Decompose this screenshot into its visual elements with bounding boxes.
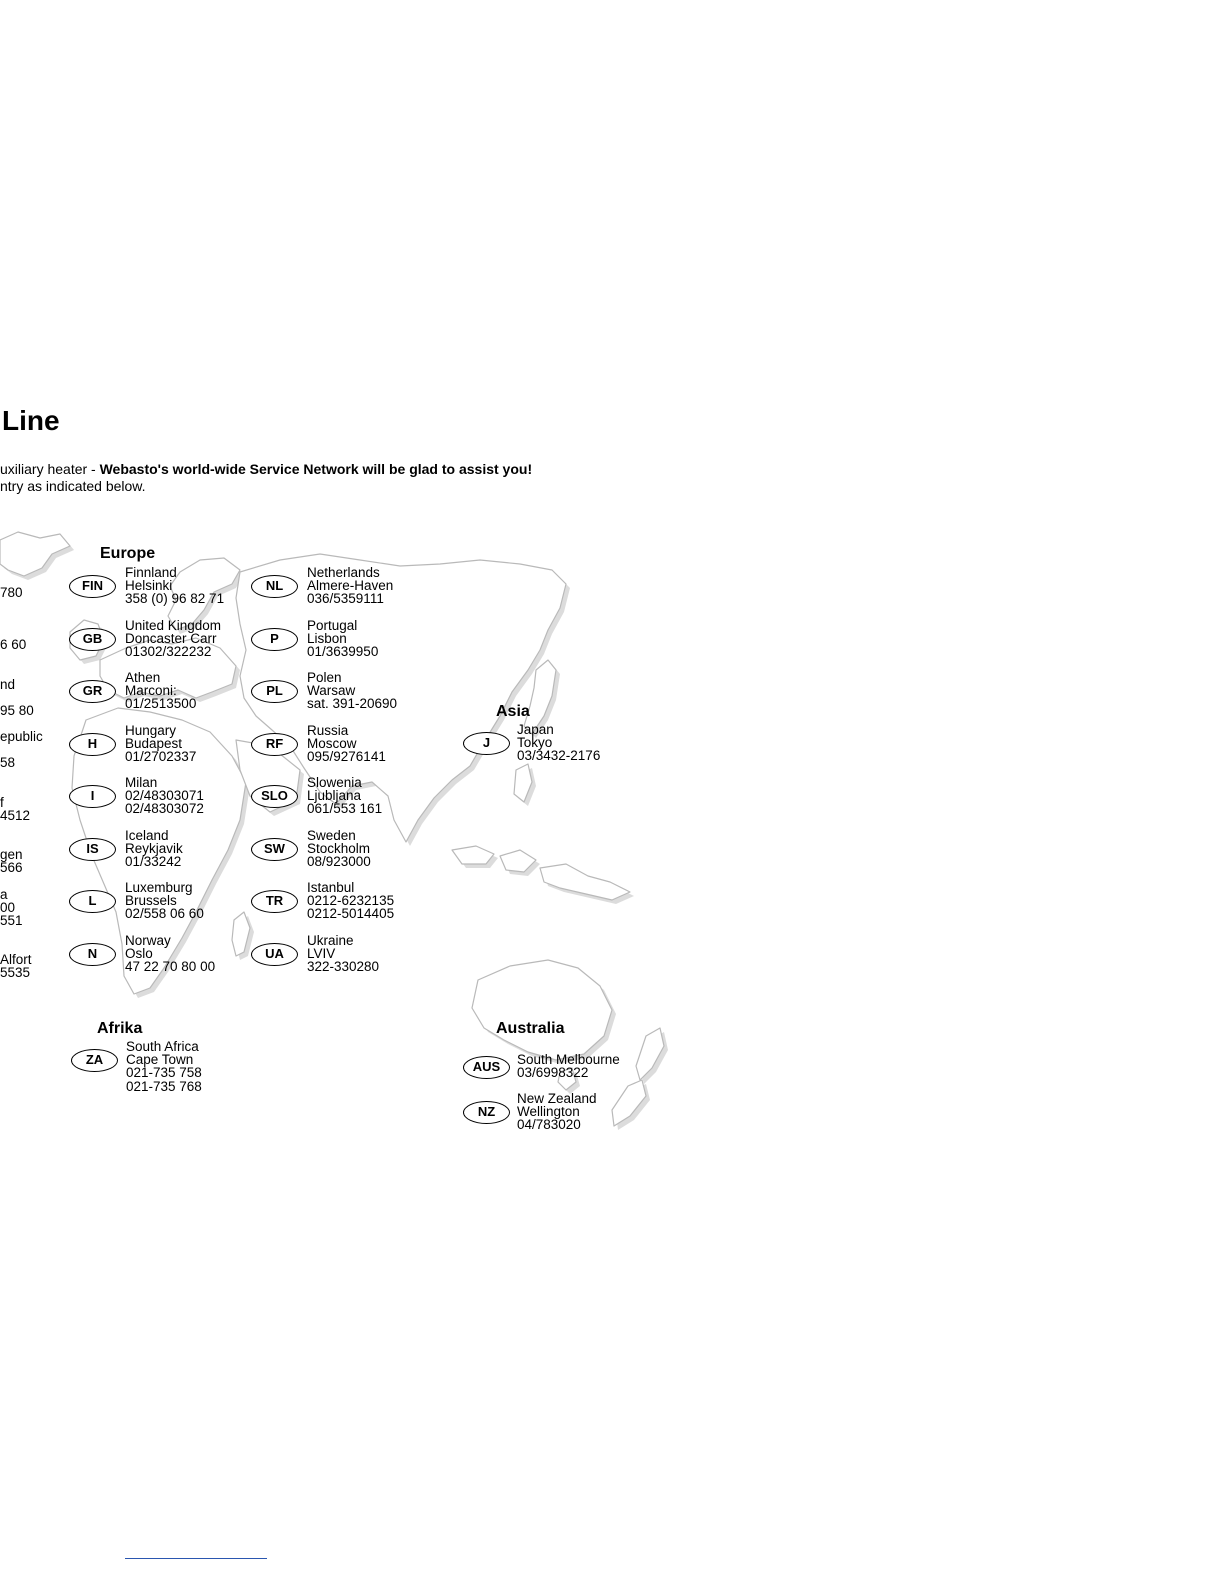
contact-line: 01302/322232 bbox=[125, 643, 212, 659]
contact-entry-n bbox=[125, 934, 215, 974]
country-code-badge-p: P bbox=[251, 628, 298, 651]
contact-entry-fin bbox=[125, 566, 224, 606]
contact-entry-gb bbox=[125, 619, 221, 659]
left-fragment bbox=[0, 940, 32, 980]
country-code-badge-rf: RF bbox=[251, 733, 298, 756]
region-australia-heading: Australia bbox=[496, 1020, 565, 1037]
contact-entry-za bbox=[126, 1040, 202, 1093]
contact-line: Brussels bbox=[125, 893, 177, 909]
left-fragment-line: Alfort bbox=[0, 952, 32, 968]
contact-line: 02/48303071 bbox=[125, 788, 204, 804]
contact-entry-i bbox=[125, 776, 204, 816]
contact-line: Moscow bbox=[307, 735, 357, 751]
left-fragment-line: a bbox=[0, 887, 8, 902]
contact-line: 02/558 06 60 bbox=[125, 906, 204, 922]
contact-entry-ua bbox=[307, 934, 379, 974]
left-fragment-line: 551 bbox=[0, 913, 23, 929]
intro-line-1-plain: uxiliary heater - bbox=[0, 461, 100, 477]
contact-line: South Africa bbox=[126, 1039, 199, 1054]
contact-line: New Zealand bbox=[517, 1091, 597, 1106]
contact-line: Budapest bbox=[125, 735, 183, 751]
country-code-badge-nz: NZ bbox=[463, 1101, 510, 1124]
contact-line: Oslo bbox=[125, 945, 153, 961]
country-code-badge-n: N bbox=[69, 943, 116, 966]
contact-line: Stockholm bbox=[307, 840, 371, 856]
region-asia-heading: Asia bbox=[496, 703, 530, 720]
contact-line: Japan bbox=[517, 722, 554, 737]
contact-line: Doncaster Carr bbox=[125, 630, 217, 646]
intro-line-1 bbox=[0, 461, 532, 478]
contact-line: Wellington bbox=[517, 1104, 580, 1120]
left-fragment-line: epublic bbox=[0, 729, 43, 744]
contact-line: Athen bbox=[125, 670, 161, 685]
contact-line: Hungary bbox=[125, 722, 177, 738]
left-fragment-line: 780 bbox=[0, 585, 23, 601]
contact-entry-p bbox=[307, 619, 378, 659]
map-landmass-indonesia-1 bbox=[452, 846, 494, 864]
intro-line-1-bold: Webasto's world-wide Service Network will be glad to assist you! bbox=[99, 461, 533, 477]
left-fragment-line bbox=[0, 783, 30, 796]
contact-line: 47 22 70 80 00 bbox=[125, 958, 216, 974]
left-fragment-line: 6 60 bbox=[0, 637, 27, 653]
contact-line: Warsaw bbox=[307, 683, 356, 699]
intro-line-2: ntry as indicated below. bbox=[0, 478, 146, 494]
country-code-badge-tr: TR bbox=[251, 890, 298, 913]
contact-line: 01/3639950 bbox=[307, 643, 379, 659]
contact-line: Milan bbox=[125, 775, 158, 790]
contact-line: 021-735 758 bbox=[126, 1065, 202, 1081]
contact-line: 061/553 161 bbox=[307, 801, 383, 817]
contact-line: Ukraine bbox=[307, 932, 354, 948]
left-fragment bbox=[0, 730, 43, 770]
contact-line: Russia bbox=[307, 722, 349, 738]
country-code-badge-gr: GR bbox=[69, 680, 116, 703]
contact-line: Lisbon bbox=[307, 630, 347, 646]
contact-line: Slowenia bbox=[307, 775, 362, 790]
country-code-badge-gb: GB bbox=[69, 628, 116, 651]
country-code-badge-sw: SW bbox=[251, 838, 298, 861]
contact-line: 03/6998322 bbox=[517, 1065, 589, 1081]
contact-line: Portugal bbox=[307, 617, 358, 633]
contact-line: Cape Town bbox=[126, 1052, 194, 1068]
contact-entry-l bbox=[125, 881, 204, 921]
contact-line: sat. 391-20690 bbox=[307, 696, 398, 712]
contact-line: Ljubljana bbox=[307, 788, 362, 804]
left-fragment bbox=[0, 888, 23, 928]
page-title: Line bbox=[2, 405, 60, 436]
left-fragment-line: gen bbox=[0, 847, 23, 863]
contact-entry-is bbox=[125, 829, 183, 869]
country-code-badge-i: I bbox=[69, 785, 116, 808]
contact-line: Istanbul bbox=[307, 880, 355, 895]
contact-line: Norway bbox=[125, 932, 171, 948]
contact-line: Polen bbox=[307, 670, 342, 685]
contact-line: 01/2702337 bbox=[125, 748, 197, 764]
country-code-badge-fin: FIN bbox=[69, 575, 116, 598]
contact-entry-nl bbox=[307, 566, 393, 606]
contact-entry-h bbox=[125, 724, 196, 764]
contact-line: 01/33242 bbox=[125, 853, 182, 869]
left-fragment-line: 5535 bbox=[0, 965, 31, 981]
region-afrika-heading: Afrika bbox=[97, 1020, 143, 1037]
contact-line: 322-330280 bbox=[307, 958, 380, 974]
contact-line: LVIV bbox=[307, 945, 336, 961]
left-fragment bbox=[0, 678, 34, 718]
contact-line: Sweden bbox=[307, 827, 356, 843]
left-fragment-line: 566 bbox=[0, 860, 23, 876]
left-fragment-line: 58 bbox=[0, 755, 16, 771]
left-fragment-line: 4512 bbox=[0, 808, 31, 824]
contact-entry-aus bbox=[517, 1053, 620, 1079]
left-fragment-line: 00 bbox=[0, 900, 16, 916]
contact-line: 0212-5014405 bbox=[307, 906, 395, 922]
contact-entry-sw bbox=[307, 829, 371, 869]
contact-line: 036/5359111 bbox=[307, 591, 384, 607]
contact-entry-rf bbox=[307, 724, 386, 764]
country-code-badge-ua: UA bbox=[251, 943, 298, 966]
country-code-badge-h: H bbox=[69, 733, 116, 756]
left-fragment bbox=[0, 573, 23, 599]
contact-line: 03/3432-2176 bbox=[517, 748, 601, 764]
contact-line: 08/923000 bbox=[307, 853, 371, 869]
map-landmass-australia bbox=[472, 960, 612, 1060]
country-code-badge-is: IS bbox=[69, 838, 116, 861]
country-code-badge-za: ZA bbox=[71, 1049, 118, 1072]
contact-line: 021-735 768 bbox=[126, 1078, 202, 1094]
left-fragment bbox=[0, 835, 23, 875]
contact-entry-pl bbox=[307, 671, 397, 711]
country-code-badge-pl: PL bbox=[251, 680, 298, 703]
contact-line: Helsinki bbox=[125, 578, 173, 594]
contact-line: United Kingdom bbox=[125, 617, 222, 633]
country-code-badge-slo: SLO bbox=[251, 785, 298, 808]
contact-line: Reykjavik bbox=[125, 840, 183, 856]
contact-entry-gr bbox=[125, 671, 196, 711]
contact-line: Almere-Haven bbox=[307, 578, 394, 594]
left-fragment-line: 95 80 bbox=[0, 703, 34, 719]
contact-line: Tokyo bbox=[517, 735, 553, 751]
country-code-badge-nl: NL bbox=[251, 575, 298, 598]
contact-entry-nz bbox=[517, 1092, 597, 1132]
footer-rule bbox=[125, 1558, 267, 1559]
contact-line: Luxemburg bbox=[125, 880, 193, 895]
contact-line: Marconi: bbox=[125, 683, 177, 699]
country-code-badge-aus: AUS bbox=[463, 1056, 510, 1079]
contact-line: South Melbourne bbox=[517, 1052, 620, 1067]
contact-entry-slo bbox=[307, 776, 382, 816]
contact-line: Finnland bbox=[125, 565, 177, 580]
contact-line: 095/9276141 bbox=[307, 748, 386, 764]
contact-line: 358 (0) 96 82 71 bbox=[125, 591, 225, 607]
left-fragment bbox=[0, 783, 30, 823]
left-fragment bbox=[0, 625, 26, 651]
left-fragment-line: nd bbox=[0, 677, 16, 692]
contact-entry-tr bbox=[307, 881, 394, 921]
contact-entry-j bbox=[517, 723, 600, 763]
contact-line: Netherlands bbox=[307, 565, 380, 580]
country-code-badge-l: L bbox=[69, 890, 116, 913]
contact-line: 0212-6232135 bbox=[307, 893, 395, 909]
contact-line: 01/2513500 bbox=[125, 696, 197, 712]
contact-line: 02/48303072 bbox=[125, 801, 204, 817]
region-europe-heading: Europe bbox=[100, 545, 156, 562]
left-fragment-line: f bbox=[0, 795, 4, 811]
country-code-badge-j: J bbox=[463, 732, 510, 755]
contact-line: 04/783020 bbox=[517, 1117, 581, 1133]
contact-line: Iceland bbox=[125, 827, 169, 843]
